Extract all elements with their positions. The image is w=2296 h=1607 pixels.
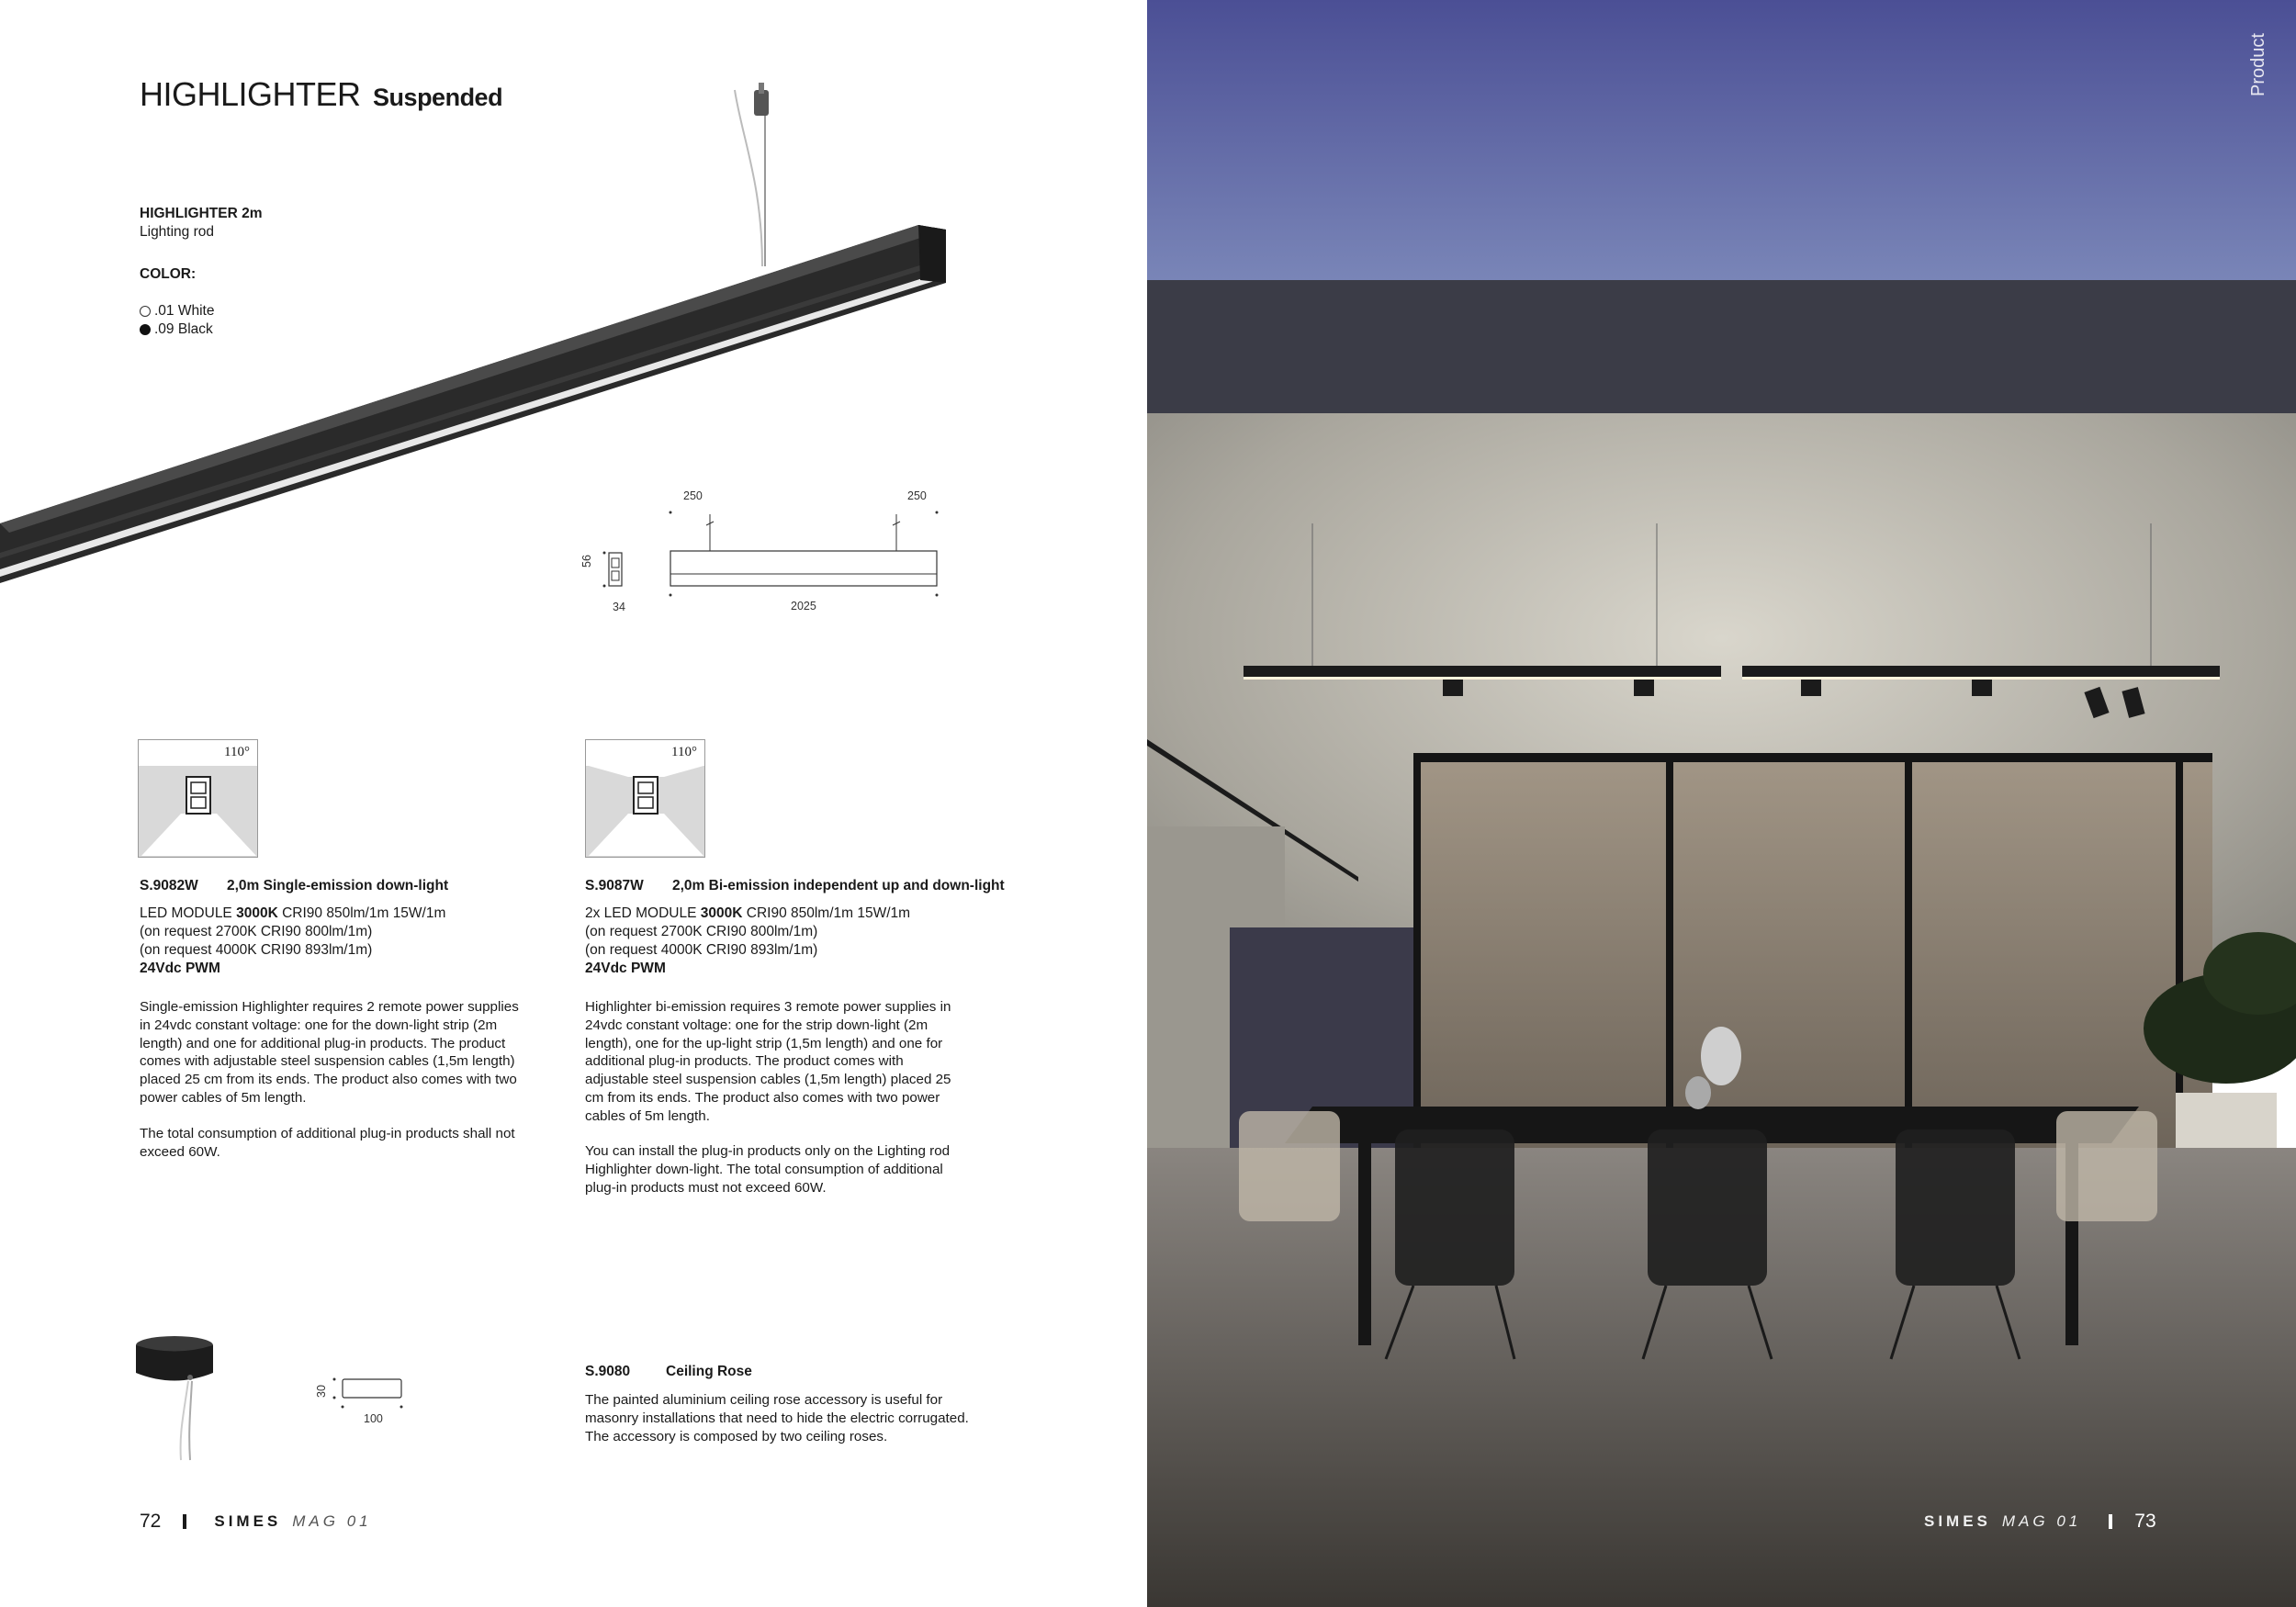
beam-angle-diagram [138, 739, 258, 858]
left-page [0, 0, 1147, 1607]
black-swatch-icon [140, 324, 151, 335]
section-label [2241, 28, 2278, 110]
ceiling-rose-render [133, 1332, 271, 1469]
color-option-black [140, 321, 213, 338]
spec-power: 24Vdc PWM [140, 961, 220, 976]
beam-angle-label: 110° [139, 740, 257, 766]
color-option-label: .01 White [154, 303, 215, 319]
dim-length: 2025 [791, 600, 816, 612]
white-swatch-icon [140, 306, 151, 317]
footer-right [1924, 1511, 2156, 1533]
spec-bold: 3000K [236, 905, 278, 921]
brand: SIMES [214, 1512, 282, 1530]
variant-spec [585, 905, 971, 978]
color-option-white [140, 303, 214, 320]
spec-suffix: CRI90 850lm/1m 15W/1m [277, 905, 446, 921]
spec-suffix: CRI90 850lm/1m 15W/1m [742, 905, 911, 921]
footer-left [140, 1511, 372, 1533]
spec-bold: 3000K [700, 905, 743, 921]
magazine-issue: MAG 01 [2001, 1512, 2082, 1530]
rose-diameter: 100 [364, 1412, 383, 1425]
accessory-description: The painted aluminium ceiling rose accessory is useful for masonry installations that need to hide the electric corrugated. The accessory is composed by two ceiling roses. [585, 1392, 969, 1444]
beam-angle-label: 110° [586, 740, 704, 766]
accessory-code: S.9080 [585, 1364, 631, 1379]
dim-height: 56 [580, 555, 593, 568]
spec-power: 24Vdc PWM [585, 961, 666, 976]
product-type: Lighting rod [140, 224, 215, 240]
spec-line: (on request 2700K CRI90 800lm/1m) [585, 924, 818, 939]
section-label-text: Product [2248, 33, 2268, 96]
product-name: HIGHLIGHTER 2m [140, 206, 263, 221]
spec-prefix: 2x LED MODULE [585, 905, 701, 921]
color-label: COLOR: [140, 266, 197, 282]
variant-spec [140, 905, 525, 978]
dimension-drawing [579, 487, 946, 624]
divider [2109, 1514, 2112, 1529]
divider [183, 1514, 186, 1529]
right-page [1147, 0, 2296, 1607]
spec-prefix: LED MODULE [140, 905, 237, 921]
variant-title [585, 878, 1005, 894]
variant-description: Single-emission Highlighter requires 2 remote power supplies in 24vdc constant voltage: one for the down-light strip (2m length) and one for additional plug-in products. The product comes with adjustable steel suspension cables (1,5m length) placed 25 cm from its ends. The product also comes with two power cables of 5m length. [140, 999, 519, 1106]
variant-name: 2,0m Single-emission down-light [227, 878, 449, 893]
dim-width: 34 [613, 601, 625, 613]
variant-code: S.9082W [140, 878, 198, 893]
beam-icon [586, 766, 705, 858]
spec-line: (on request 2700K CRI90 800lm/1m) [140, 924, 373, 939]
dim-left-offset: 250 [683, 489, 703, 502]
terrace-photo [1147, 0, 2296, 1607]
variant-description: Highlighter bi-emission requires 3 remote power supplies in 24vdc constant voltage: one for the strip down-light (2m length), one for the up-light strip (1,5m length) and one for additional plug-in products. The product comes with adjustable steel suspension cables (1,5m length) placed 25 cm from its ends. The product also comes with two power cables of 5m length. [585, 999, 951, 1124]
variant-note: The total consumption of additional plug-in products shall not exceed 60W. [140, 1126, 515, 1160]
beam-icon [139, 766, 258, 858]
title-sub: Suspended [373, 84, 503, 111]
accessory-name: Ceiling Rose [666, 1364, 752, 1379]
title-main: HIGHLIGHTER [140, 75, 361, 113]
spec-line: (on request 4000K CRI90 893lm/1m) [140, 942, 373, 958]
variant-name: 2,0m Bi-emission independent up and down-light [672, 878, 1005, 893]
beam-angle-diagram [585, 739, 705, 858]
variant-note: You can install the plug-in products only on the Lighting rod Highlighter down-light. The total consumption of additional plug-in products must not exceed 60W. [585, 1143, 951, 1196]
dim-right-offset: 250 [907, 489, 927, 502]
color-option-label: .09 Black [154, 321, 213, 337]
brand: SIMES [1924, 1512, 1991, 1530]
accessory-title [585, 1364, 752, 1380]
variant-code: S.9087W [585, 878, 644, 893]
page-number: 73 [2134, 1511, 2156, 1532]
page-number: 72 [140, 1511, 162, 1532]
magazine-issue: MAG 01 [292, 1512, 372, 1530]
spec-line: (on request 4000K CRI90 893lm/1m) [585, 942, 818, 958]
rose-height: 30 [315, 1385, 328, 1398]
variant-title [140, 878, 448, 894]
